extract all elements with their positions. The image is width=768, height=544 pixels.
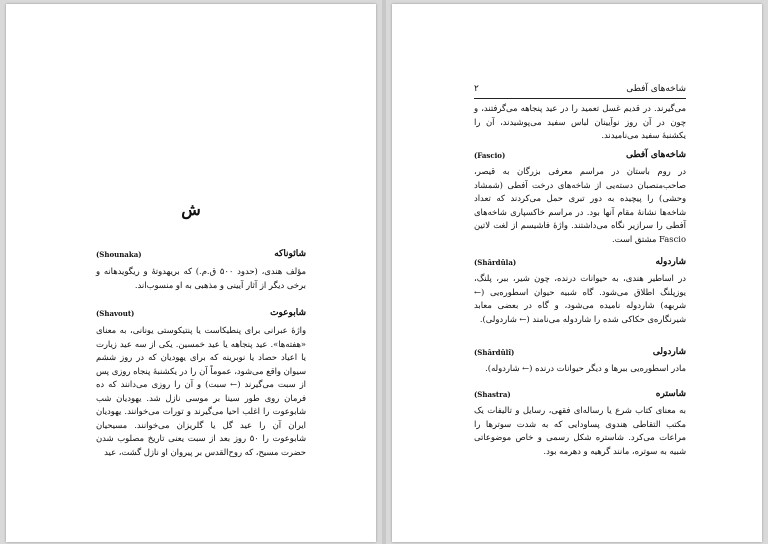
entry-heading bbox=[474, 389, 686, 403]
entry-text: به معنای کتاب شرع یا رساله‌ای فقهی، رسایل و تالیفات یک مکتب التقاطی هندوی پسا‌ودایی که به شدت سوترها را مراعات می‌کرد. شاستره شکل رسمی و خاص موضوعاتی شبیه به سوتره، مانند گرهیه و دهرمه بود. bbox=[474, 405, 686, 456]
entry-heading bbox=[474, 150, 686, 164]
entry-latin-term: (Shârdûlî) bbox=[474, 348, 515, 357]
entry-text: در اساطیر هندی، به حیوانات درنده، چون شیر، ببر، پلنگ، یوزپلنگ اطلاق می‌شود. گاه شبیه حیوان اسطوره‌یی (← شربهه) شاردوله نامیده می‌شود، و گاه در بعضی معابد شیرنگاره‌ی حکاکی شده را شاردوله می‌نامند (← شاردولی). bbox=[474, 273, 686, 324]
continued-text: می‌گیرند. در قدیم غسل تعمید را در عید پنجاهه می‌گرفتند، و چون در آن روز نوآیینان لباس سفید می‌پوشیدند، آن را یکشنبهٔ سفید می‌نامیدند. bbox=[474, 103, 686, 140]
entry-text: واژهٔ عبرانی برای پنطیکاست یا پنتیکوستی یونانی، به معنای «هفته‌ها». عید پنجاهه یا عید خمسین. یکی از سه عید زیارت یا اعیاد حصاد یا نوبرینه که برای یهودیان که در روز ششم سیوان واقع می‌شود، عموماً آن را در یکشنبهٔ پنجاه روزی پس از سبت می‌گیرند (← سبت) و آن را روزی می‌دانند که ده فرمان روی طور سینا بر موسی نازل شد. یهودیان شب شابوعوت را اغلب احیا می‌گیرند و تورات می‌خوانند. یهودیان ایران آن را عید گل یا گلریزان می‌خوانند. مسیحیان شابوعوت را ۵۰ روز بعد از سبت یعنی تاریخ مصلوب شدن حضرت مسیح، که روح‌القدس بر پیروان او نازل گشت، عید bbox=[96, 325, 306, 457]
entry-headword: شاردولی bbox=[652, 347, 686, 357]
entry-text: مؤلف هندی، (حدود ۵۰۰ ق.م.) که بریهدوتهٔ و ریگویدهانه و برخی دیگر از آثار آیینی و مذهبی به او منسوب‌اند. bbox=[96, 266, 307, 290]
entry-text: مادر اسطوره‌یی ببرها و دیگر حیوانات درنده (← شاردوله). bbox=[485, 363, 686, 373]
entry-heading bbox=[474, 257, 686, 271]
left-page bbox=[6, 4, 376, 542]
running-header bbox=[474, 84, 686, 99]
entry-latin-term: (Shastra) bbox=[474, 390, 511, 399]
entry-headword: شاستره bbox=[655, 389, 686, 399]
entry-latin-term: (Fascio) bbox=[474, 151, 506, 160]
entry-heading bbox=[474, 347, 686, 361]
entry-heading bbox=[96, 249, 306, 263]
section-letter: ش bbox=[181, 200, 201, 219]
entry-text: در روم باستان در مراسم معرفی بزرگان به قیصر، صاحب‌منصبان دسته‌یی از شاخه‌های درخت آفطی (شمشاد وحشی) را پیچیده به دور تبری حمل می‌کردند که تعداد شاخه‌ها نشانهٔ مقام آنها بود. در مراسم خاکسپاری شاخه‌های آفطی را سرازیر نگاه می‌داشتند. واژهٔ فاشیسم از لغت لاتین Fascio مشتق است. bbox=[474, 166, 686, 244]
running-title: شاخه‌های آفطی bbox=[626, 84, 686, 94]
right-page bbox=[392, 4, 762, 542]
entry-latin-term: (Shounaka) bbox=[96, 250, 142, 259]
entry-headword: شاخه‌های آفطی bbox=[625, 150, 686, 160]
entry-latin-term: (Shavout) bbox=[96, 309, 135, 318]
entry-headword: شابوعوت bbox=[270, 308, 306, 318]
entry-heading bbox=[96, 308, 306, 322]
entry-headword: شاردوله bbox=[655, 257, 686, 267]
entry-headword: شائوناکه bbox=[274, 249, 306, 259]
book-spine bbox=[382, 0, 386, 544]
entry-latin-term: (Shârdûla) bbox=[474, 258, 517, 267]
page-number: ۲ bbox=[474, 84, 479, 94]
